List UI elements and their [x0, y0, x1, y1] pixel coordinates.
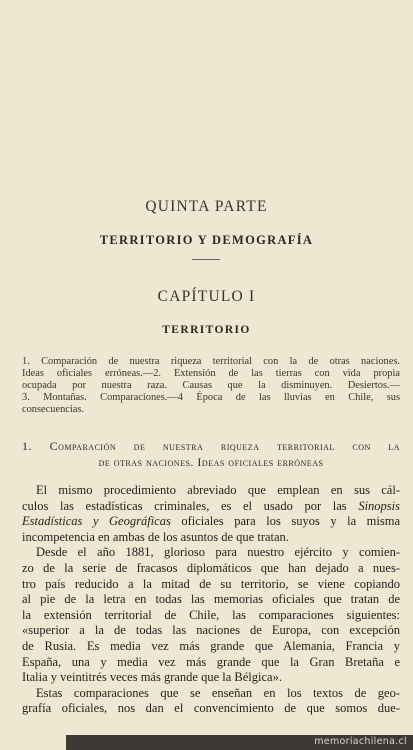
body-line: la extensión territorial de Chile, las comparaciones siguientes:: [22, 607, 400, 622]
summary-line: 3. Montañas. Comparaciones.—4 Época de las lluvias en Chile, sus: [22, 392, 400, 403]
body-line: [22, 499, 400, 515]
body-line: Desde el año 1881, glorioso para nuestro ejército y comien-: [36, 545, 400, 560]
chapter-summary: [22, 356, 400, 416]
body-line: Estas comparaciones que se enseñan en los textos de geo-: [36, 685, 400, 700]
section-title: TERRITORIO Y DEMOGRAFÍA: [99, 233, 314, 247]
summary-line: ocupada por nuestra raza. Causas que la disminuyen. Desiertos.—: [22, 380, 400, 391]
body-text: [22, 483, 400, 717]
body-line: España, una y media vez más grande que la Gran Bretaña e: [22, 654, 400, 669]
chapter-subtitle: TERRITORIO: [162, 324, 251, 336]
body-line: zo de la serie de fracasos diplomáticos que han dejado a nues-: [22, 560, 400, 575]
heading-line: de otras naciones. Ideas oficiales erróneas: [98, 455, 324, 469]
body-text-run: oficiales para los suyos y la misma: [170, 514, 400, 529]
body-line: al pie de la letra en todas las memorias oficiales que tratan de: [22, 592, 400, 607]
watermark-text: memoriachilena.cl: [314, 736, 407, 747]
body-line: tro país reducido a la mitad de su territorio, se viene copiando: [22, 576, 400, 591]
body-line: grafía oficiales, nos dan el convencimiento de que somos due-: [22, 701, 400, 716]
chapter-title: CAPÍTULO I: [157, 288, 256, 305]
body-line: de Rusia. Es media vez más grande que Alemania, Francia y: [22, 638, 400, 653]
section-heading: [22, 438, 400, 470]
body-line: Italia y veintitrés veces más grande que la Bélgica».: [22, 670, 282, 685]
heading-line: 1. Comparación de nuestra riqueza territorial con la: [22, 439, 400, 453]
italic-title: Sinopsis: [358, 498, 400, 513]
body-line: [22, 514, 400, 530]
summary-line: consecuencias.: [22, 404, 85, 415]
body-line: El mismo procedimiento abreviado que emplean en sus cál-: [36, 483, 400, 497]
title-divider: [192, 259, 220, 260]
part-title: QUINTA PARTE: [145, 198, 268, 215]
body-line: incompetencia en ambas de los asuntos de que tratan.: [22, 529, 289, 544]
summary-line: Ideas oficiales erróneas.—2. Extensión de las tierras con vida propia: [22, 368, 400, 379]
watermark-bar: [66, 735, 413, 750]
body-text-run: culos las estadísticas criminales, es el usado por las: [22, 498, 359, 513]
summary-line: 1. Comparación de nuestra riqueza territorial con la de otras naciones.: [22, 356, 400, 367]
italic-title: Estadísticas y Geográficas: [22, 514, 171, 529]
body-line: «superior a la de todas las naciones de Europa, con excepción: [22, 623, 400, 638]
